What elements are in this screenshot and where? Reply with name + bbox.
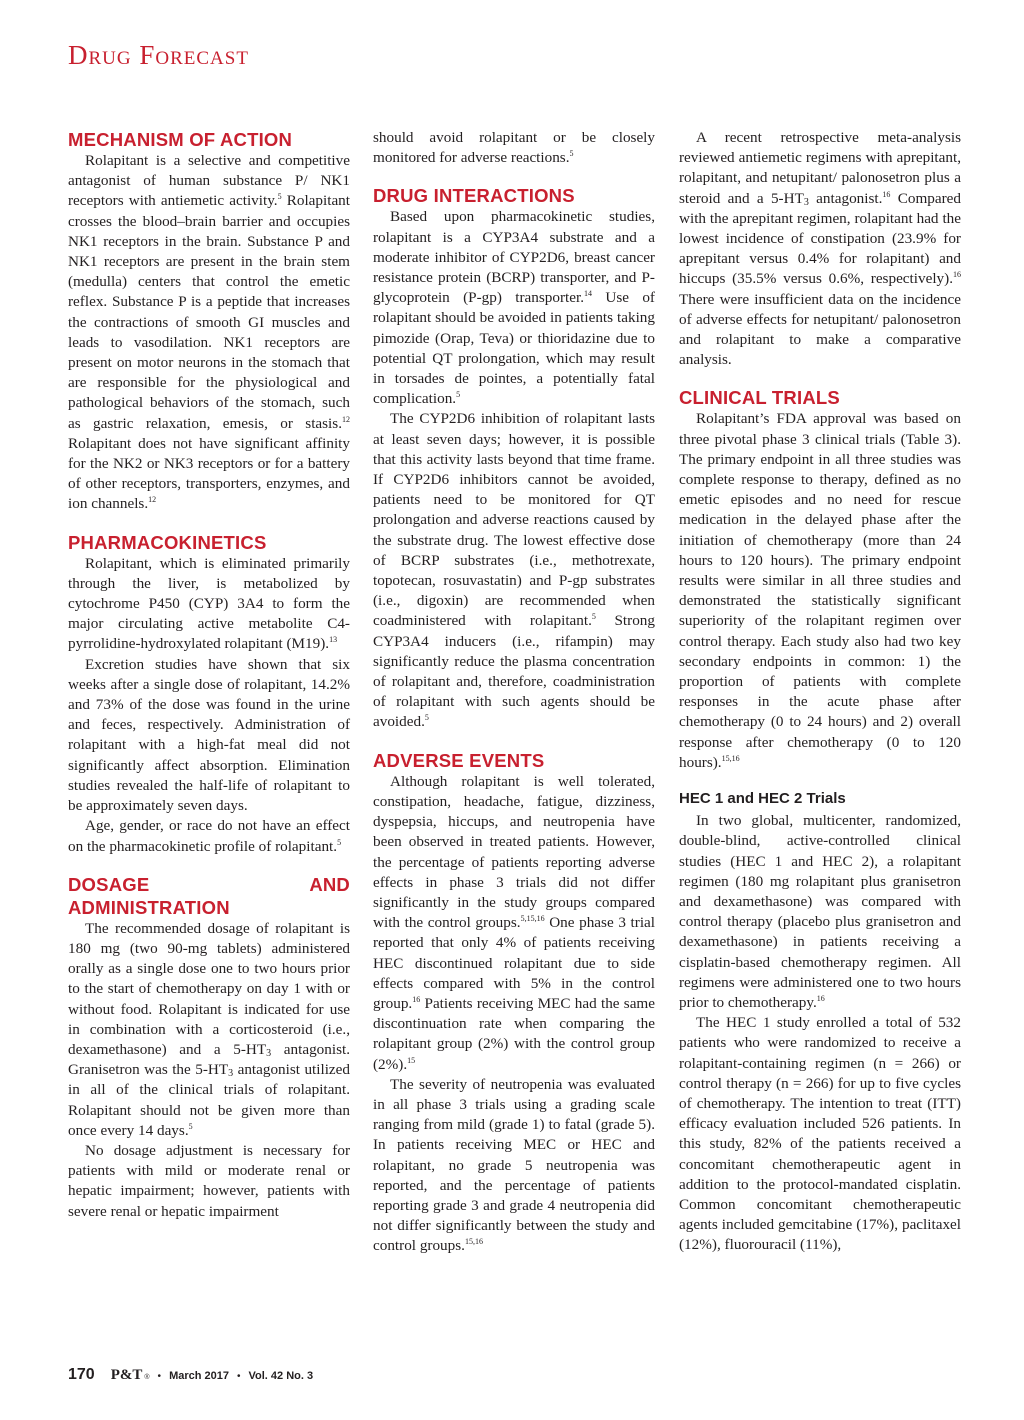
paragraph: No dosage adjustment is necessary for patients with mild or moderate renal or hepatic impairment; however, patients with severe renal or hepatic impairment xyxy=(68,1141,350,1220)
paragraph: The CYP2D6 inhibition of rolapitant lasts at least seven days; however, it is possible that this activity lasts beyond that time frame. If CYP2D6 inhibitors cannot be avoided, patients need to be monitored for QT prolongation and adverse reactions caused by the substrate drug. The lowest effective dose of BCRP substrates (i.e., methotrexate, topotecan, rosuvastatin) and P-gp substrates (i.e., digoxin) are recommended when coadministered with rolapitant.$^5$ Strong CYP3A4 inducers (i.e., rifampin) may significantly reduce the plasma concentration of rolapitant and, therefore, coadministration of rolapitant with such agents should be avoided.$^5$ xyxy=(373,410,655,731)
heading-adverse-events: ADVERSE EVENTS xyxy=(373,749,545,771)
heading-drug-interactions: DRUG INTERACTIONS xyxy=(373,185,575,207)
paragraph: Rolapitant is a selective and competitive antagonist of human substance P/ NK1 receptors with antiemetic activity.$^5$ Rolapitant crosses the blood–brain barrier and occupies NK1 receptors in the brain. Substance P and NK1 receptors are present in the brain stem (medulla) centers that control the emetic reflex. Substance P is a peptide that increases the contractions of smooth GI muscles and leads to vasodilation. NK1 receptors are present on motor neurons in the stomach that are responsible for the physiological and pathological behaviors of the stomach, such as gastric relaxation, emesis, or stasis.$^{12}$ Rolapitant does not have significant affinity for the NK2 or NK3 receptors or for a battery of other receptors, transporters, enzymes, and ion channels.$^{12}$ xyxy=(68,152,350,513)
separator-dot: • xyxy=(157,1371,162,1382)
subheading-hec-trials: HEC 1 and HEC 2 Trials xyxy=(679,790,846,808)
paragraph: A recent retrospective meta-analysis reviewed antiemetic regimens with aprepitant, rolapitant, and netupitant/ palonosetron plus a steroid and a $5-HT_3$ antagonist.$^{16}$ Compared with the aprepitant regimen, rolapitant had the lowest incidence of constipation (23.9% for aprepitant versus 0.4% for rolapitant) and hiccups (35.5% versus 0.6%, respectively).$^{16}$ There were insufficient data on the incidence of adverse effects for netupitant/ palonosetron and rolapitant to make a comparative analysis. xyxy=(679,129,961,369)
issue-volume: Vol. 42 No. 3 xyxy=(248,1370,314,1382)
column-2 xyxy=(373,128,655,1257)
paragraph: Rolapitant, which is eliminated primarily through the liver, is metabolized by cytochrome P450 (CYP) 3A4 to form the major circulating active metabolite C4-pyrrolidine-hydroxylated rolapitant (M19).$^{13}$ xyxy=(68,554,350,653)
separator-dot: • xyxy=(237,1371,241,1382)
heading-dosage-and-administration: DOSAGE AND ADMINISTRATION xyxy=(68,873,350,918)
paragraph: Rolapitant’s FDA approval was based on three pivotal phase 3 clinical trials (Table 3). The primary endpoint in all three studies was complete response to therapy, defined as no emetic episodes and no need for rescue medication in the delayed phase after the initiation of chemotherapy (more than 24 hours to 120 hours). The primary endpoint results were similar in all three studies and demonstrated the statistically significant superiority of the rolapitant regimen over control therapy. Each study also had two key secondary endpoints in common: 1) the proportion of patients with complete responses in the acute phase after chemotherapy (0 to 24 hours) and 2) overall response after chemotherapy (0 to 120 hours).$^{15,16}$ xyxy=(679,410,961,771)
running-header: Drug Forecast xyxy=(68,40,249,70)
page-footer xyxy=(68,1366,313,1384)
paragraph: should avoid rolapitant or be closely monitored for adverse reactions.$^5$ xyxy=(373,129,655,167)
heading-mechanism-of-action: MECHANISM OF ACTION xyxy=(68,129,293,150)
paragraph: Age, gender, or race do not have an effect on the pharmacokinetic profile of rolapitant.$^5$ xyxy=(68,817,350,855)
paragraph: The recommended dosage of rolapitant is 180 mg (two 90-mg tablets) administered orally as a single dose one to two hours prior to the start of chemotherapy on day 1 with or without food. Rolapitant is indicated for use in combination with a corticosteroid (i.e., dexamethasone) and a $5-HT_3$ antagonist. Granisetron was the $5-HT_3$ antagonist utilized in all of the clinical trials of rolapitant. Rolapitant should not be given more than once every 14 days.$^5$ xyxy=(68,919,350,1139)
paragraph: Although rolapitant is well tolerated, constipation, headache, fatigue, dizziness, dyspepsia, hiccups, and neutropenia have been observed in treated patients. However, the percentage of patients reporting adverse effects in phase 3 trials did not differ significantly in the study groups compared with the control groups.$^{5,15,16}$ One phase 3 trial reported that only 4% of patients receiving HEC discontinued rolapitant due to side effects compared with 5% in the control group.$^{16}$ Patients receiving MEC had the same discontinuation rate when comparing the rolapitant group (2%) with the control group (2%).$^{15}$ xyxy=(373,772,655,1073)
issue-date: March 2017 xyxy=(169,1370,229,1382)
paragraph: Based upon pharmacokinetic studies, rolapitant is a CYP3A4 substrate and a moderate inhibitor of CYP2D6, breast cancer resistance protein (BCRP) transporter, and P-glycoprotein (P-gp) transporter.$^{14}$ Use of rolapitant should be avoided in patients taking pimozide (Orap, Teva) or thioridazine due to potential QT prolongation, which may result in torsades de pointes, a potentially fatal complication.$^5$ xyxy=(373,208,655,408)
page-number: 170 xyxy=(68,1366,95,1383)
registered-mark: ® xyxy=(144,1374,150,1381)
paragraph: Excretion studies have shown that six weeks after a single dose of rolapitant, 14.2% and 73% of the dose was found in the urine and feces, respectively. Administration of rolapitant with a high-fat meal did not significantly affect absorption. Elimination studies revealed the half-life of rolapitant to be approximately seven days. xyxy=(68,655,350,815)
heading-pharmacokinetics: PHARMACOKINETICS xyxy=(68,531,267,553)
column-3 xyxy=(679,128,961,1256)
journal-name: P&T xyxy=(110,1367,143,1383)
paragraph: The HEC 1 study enrolled a total of 532 patients who were randomized to receive a rolapitant-containing regimen (n = 266) or control therapy (n = 266) for up to five cycles of chemotherapy. The intention to treat (ITT) efficacy evaluation included 526 patients. In this study, 82% of the patients received a concomitant chemotherapeutic agent in addition to the protocol-mandated cisplatin. Common concomitant chemotherapeutic agents included gemcitabine (17%), paclitaxel (12%), fluorouracil (11%), xyxy=(679,1014,961,1254)
column-1 xyxy=(68,128,350,1222)
paragraph: In two global, multicenter, randomized, double-blind, active-controlled clinical studies (HEC 1 and HEC 2), a rolapitant regimen (180 mg rolapitant plus granisetron and dexamethasone) was compared with control therapy (placebo plus granisetron and dexamethasone) in patients receiving a cisplatin-based chemotherapy regimen. All regimens were administered one to two hours prior to chemotherapy.$^{16}$ xyxy=(679,812,961,1011)
paragraph: The severity of neutropenia was evaluated in all phase 3 trials using a grading scale ranging from mild (grade 1) to fatal (grade 5). In patients receiving MEC or HEC and rolapitant, no grade 5 neutropenia was reported, and the percentage of patients reporting grade 3 and grade 4 neutropenia did not differ significantly between the study and control groups.$^{15,16}$ xyxy=(373,1075,655,1255)
heading-clinical-trials: CLINICAL TRIALS xyxy=(679,387,840,409)
